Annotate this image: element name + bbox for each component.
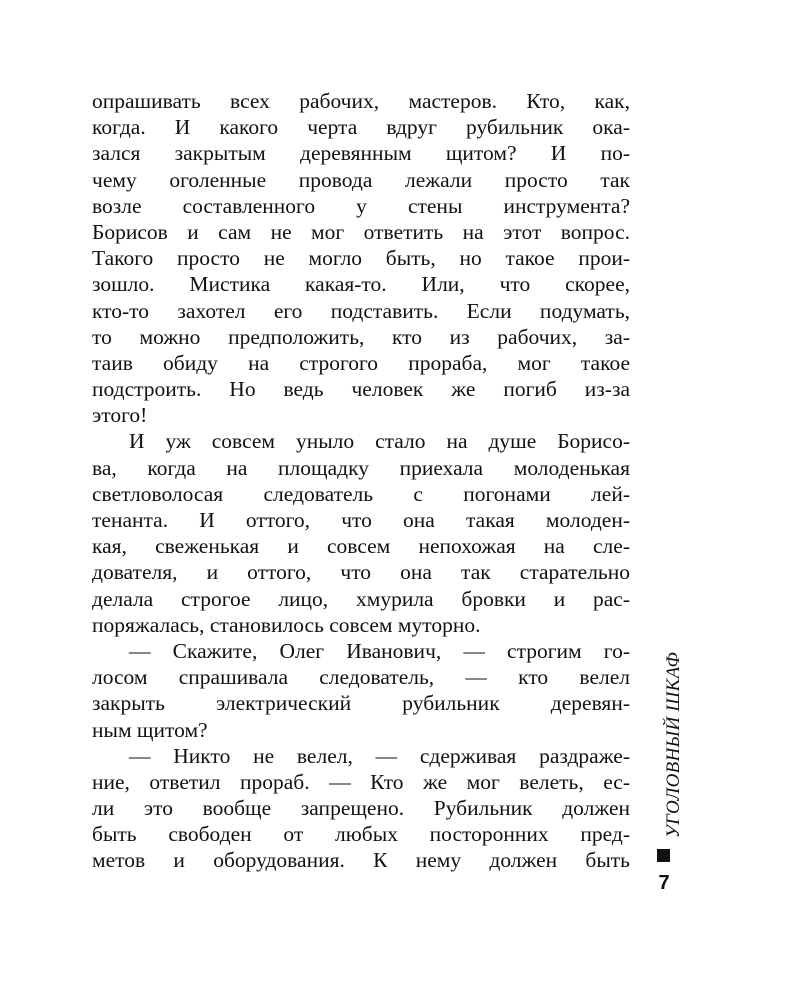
text-line: — Никто не велел, — сдерживая раздраже-: [129, 743, 630, 768]
text-line: закрыть электрический рубильник деревян-: [92, 691, 630, 716]
text-line: Такого просто не могло быть, но такое прои-: [92, 246, 630, 271]
text-line: опрашивать всех рабочих, мастеров. Кто, как,: [92, 89, 630, 113]
text-line: ва, когда на площадку приехала молоденькая: [92, 455, 630, 480]
text-line: метов и оборудования. К нему должен быть: [92, 848, 630, 873]
text-line: поряжалась, становилось совсем муторно.: [92, 612, 481, 637]
text-line: Борисов и сам не мог ответить на этот вопрос.: [92, 219, 630, 244]
text-line: зошло. Мистика какая-то. Или, что скорее,: [92, 272, 630, 297]
text-line: кая, свеженькая и совсем непохожая на сле-: [92, 534, 630, 559]
square-marker-icon: [657, 849, 670, 862]
text-line: — Скажите, Олег Иванович, — строгим го-: [129, 638, 630, 663]
text-line: ние, ответил прораб. — Кто же мог велеть, ес-: [92, 769, 630, 794]
text-line: ным щитом?: [92, 717, 208, 742]
text-line: тенанта. И оттого, что она такая молоден-: [92, 508, 630, 532]
text-line: зался закрытым деревянным щитом? И по-: [92, 141, 630, 166]
text-line: быть свободен от любых посторонних пред-: [92, 822, 630, 847]
text-line: И уж совсем уныло стало на душе Борисо-: [129, 429, 630, 454]
text-line: дователя, и оттого, что она так старательно: [92, 560, 630, 585]
text-line: ли это вообще запрещено. Рубильник должен: [92, 796, 630, 821]
body-text: [92, 88, 630, 874]
text-line: кто-то захотел его подставить. Если подумать,: [92, 298, 630, 323]
text-line: лосом спрашивала следователь, — кто велел: [92, 665, 630, 690]
text-line: когда. И какого черта вдруг рубильник ока-: [92, 115, 630, 140]
text-line: то можно предположить, кто из рабочих, за-: [92, 324, 630, 349]
page-number: 7: [658, 872, 670, 894]
running-head: УГОЛОВНЫЙ ШКАФ: [663, 651, 684, 838]
text-line: подстроить. Но ведь человек же погиб из-за: [92, 377, 630, 402]
text-line: светловолосая следователь с погонами лей-: [92, 481, 630, 506]
text-line: этого!: [92, 403, 148, 428]
text-line: чему оголенные провода лежали просто так: [92, 167, 630, 192]
text-line: таив обиду на строгого прораба, мог такое: [92, 350, 630, 375]
text-line: возле составленного у стены инструмента?: [92, 193, 630, 218]
text-line: делала строгое лицо, хмурила бровки и рас-: [92, 586, 630, 611]
